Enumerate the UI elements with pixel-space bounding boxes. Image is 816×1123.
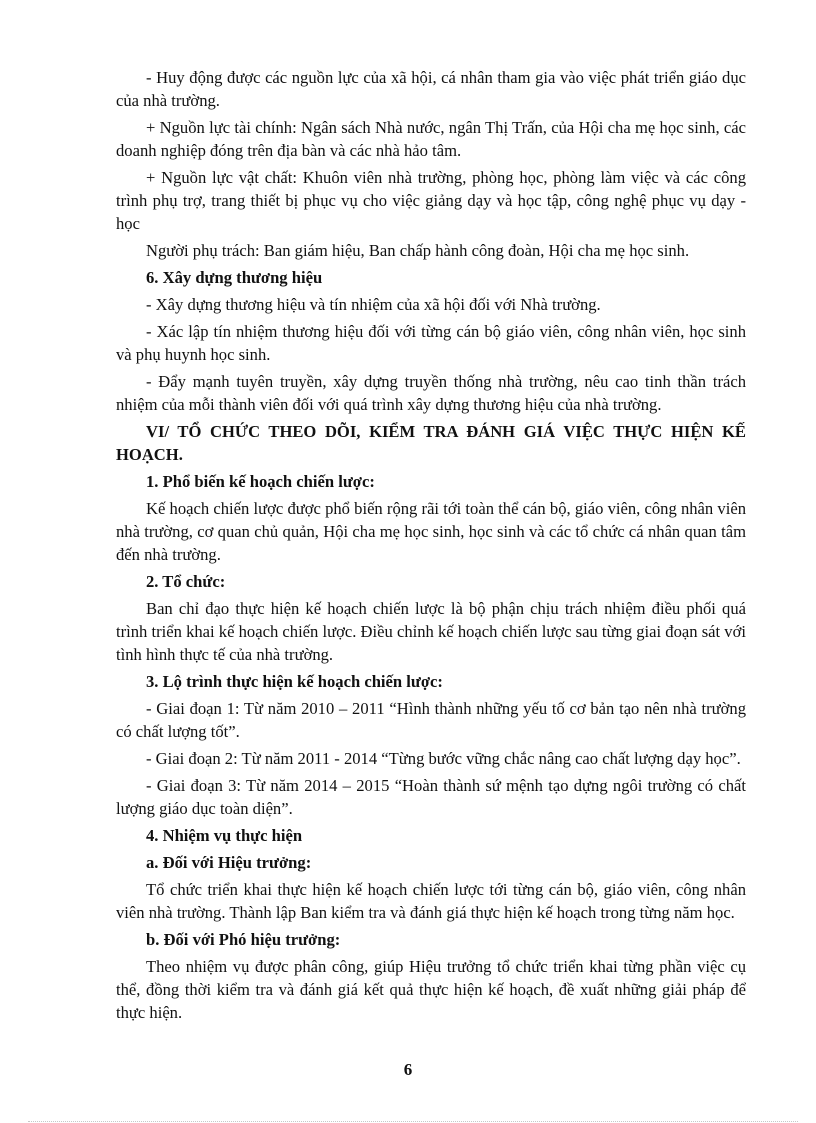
paragraph-thuong-hieu-3: - Đẩy mạnh tuyên truyền, xây dựng truyền thống nhà trường, nêu cao tinh thần trách nhiệm của mỗi thành viên đối với quá trình xây dựng thương hiệu của nhà trường.	[116, 372, 746, 414]
heading-section-vi: VI/ TỔ CHỨC THEO DÕI, KIỂM TRA ĐÁNH GIÁ VIỆC THỰC HIỆN KẾ HOẠCH.	[116, 422, 746, 464]
paragraph-nguon-luc-vat-chat: + Nguồn lực vật chất: Khuôn viên nhà trường, phòng học, phòng làm việc và các công trình phụ trợ, trang thiết bị phục vụ cho việc giảng dạy và học tập, công nghệ phục vụ dạy - học	[116, 168, 746, 233]
page-content	[116, 66, 746, 1028]
page-number: 6	[403, 1060, 413, 1079]
paragraph-thuong-hieu-1: - Xây dựng thương hiệu và tín nhiệm của xã hội đối với Nhà trường.	[146, 295, 601, 314]
paragraph-giai-doan-1: - Giai đoạn 1: Từ năm 2010 – 2011 “Hình thành những yếu tố cơ bản tạo nên nhà trường có chất lượng tốt”.	[116, 699, 746, 741]
paragraph-pho-hieu-truong: Theo nhiệm vụ được phân công, giúp Hiệu trưởng tổ chức triển khai từng phần việc cụ thể, đồng thời kiểm tra và đánh giá kết quả thực hiện kế hoạch, đề xuất những giải pháp để thực hiện.	[116, 957, 746, 1022]
heading-to-chuc: 2. Tổ chức:	[146, 572, 226, 591]
heading-nhiem-vu: 4. Nhiệm vụ thực hiện	[146, 826, 303, 845]
heading-pho-bien: 1. Phổ biến kế hoạch chiến lược:	[146, 472, 375, 491]
paragraph-nguon-luc-tai-chinh: + Nguồn lực tài chính: Ngân sách Nhà nước, ngân Thị Trấn, của Hội cha mẹ học sinh, các doanh nghiệp đóng trên địa bàn và các nhà hảo tâm.	[116, 118, 746, 160]
heading-hieu-truong: a. Đối với Hiệu trưởng:	[146, 853, 312, 872]
heading-pho-hieu-truong: b. Đối với Phó hiệu trưởng:	[146, 930, 341, 949]
heading-xay-dung-thuong-hieu: 6. Xây dựng thương hiệu	[146, 268, 323, 287]
paragraph-giai-doan-2: - Giai đoạn 2: Từ năm 2011 - 2014 “Từng bước vững chắc nâng cao chất lượng dạy học”.	[146, 749, 741, 768]
paragraph-hieu-truong: Tổ chức triển khai thực hiện kế hoạch chiến lược tới từng cán bộ, giáo viên, công nhân viên nhà trường. Thành lập Ban kiểm tra và đánh giá thực hiện kế hoạch trong từng năm học.	[116, 880, 746, 922]
paragraph-to-chuc: Ban chỉ đạo thực hiện kế hoạch chiến lược là bộ phận chịu trách nhiệm điều phối quá trình triển khai kế hoạch chiến lược. Điều chỉnh kế hoạch chiến lược sau từng giai đoạn sát với tình hình thực tế của nhà trường.	[116, 599, 746, 664]
paragraph-huy-dong: - Huy động được các nguồn lực của xã hội, cá nhân tham gia vào việc phát triển giáo dục của nhà trường.	[116, 68, 746, 110]
paragraph-nguoi-phu-trach: Người phụ trách: Ban giám hiệu, Ban chấp hành công đoàn, Hội cha mẹ học sinh.	[146, 241, 690, 260]
paragraph-giai-doan-3: - Giai đoạn 3: Từ năm 2014 – 2015 “Hoàn thành sứ mệnh tạo dựng ngôi trường có chất lượng giáo dục toàn diện”.	[116, 776, 746, 818]
paragraph-pho-bien: Kế hoạch chiến lược được phổ biến rộng rãi tới toàn thể cán bộ, giáo viên, công nhân viên nhà trường, cơ quan chủ quản, Hội cha mẹ học sinh, học sinh và các tổ chức cá nhân quan tâm đến nhà trường.	[116, 499, 746, 564]
paragraph-thuong-hieu-2: - Xác lập tín nhiệm thương hiệu đối với từng cán bộ giáo viên, công nhân viên, học sinh và phụ huynh học sinh.	[116, 322, 746, 364]
heading-lo-trinh: 3. Lộ trình thực hiện kế hoạch chiến lược:	[146, 672, 443, 691]
page-bottom-divider	[28, 1121, 798, 1122]
